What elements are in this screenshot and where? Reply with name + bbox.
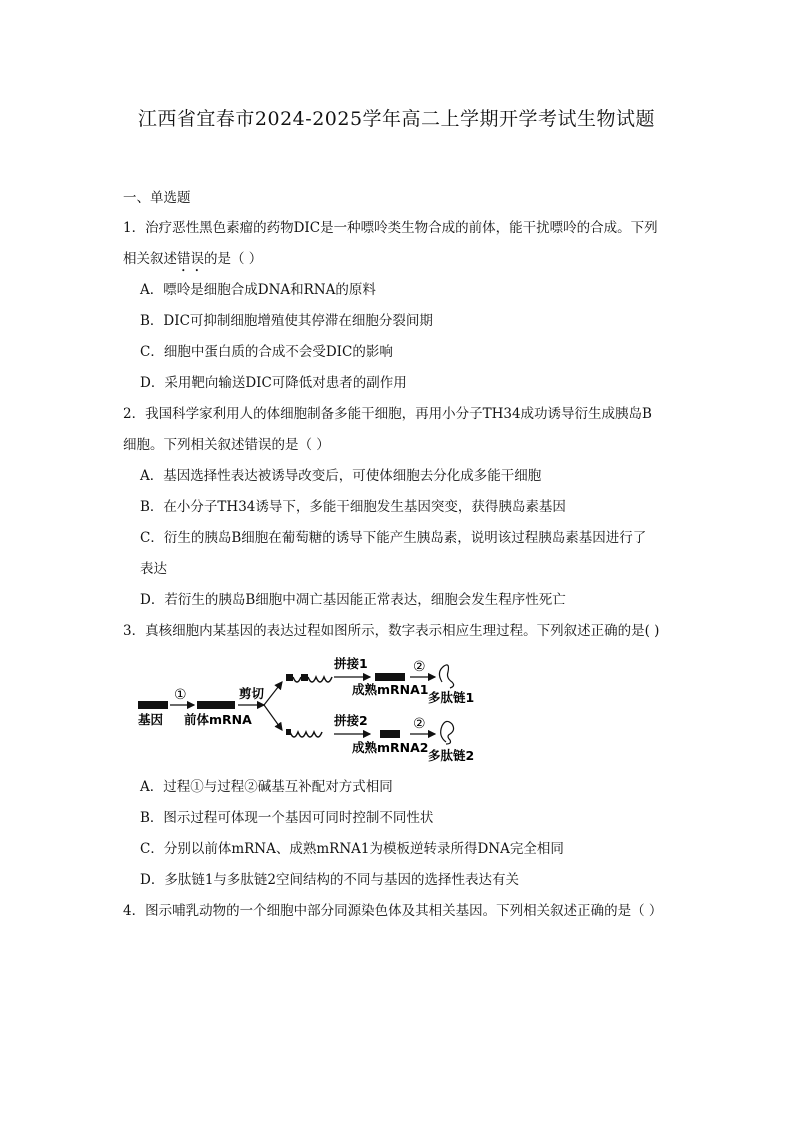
question-3-option-c: C．分别以前体mRNA、成熟mRNA1为模板逆转录所得DNA完全相同: [140, 841, 564, 857]
step-2a-label: ②: [413, 659, 426, 675]
branch-up: [264, 682, 282, 705]
question-2-stem-line2: 细胞。下列相关叙述错误的是（ ）: [123, 437, 330, 453]
pre-mrna-bar: [197, 701, 235, 709]
cut-label: 剪切: [239, 686, 265, 701]
gene-expression-diagram: [130, 652, 490, 764]
question-1-stem-line1: 1．治疗恶性黑色素瘤的药物DIC是一种嘌呤类生物合成的前体，能干扰嘌呤的合成。下列: [123, 220, 658, 236]
gene-bar: [138, 701, 168, 709]
question-2-option-c-line2: 表达: [140, 561, 167, 577]
polypeptide-1-label: 多肽链1: [428, 690, 475, 705]
question-1-option-d: D．采用靶向输送DIC可降低对患者的副作用: [140, 375, 407, 391]
mature-mrna-2-label: 成熟mRNA2: [352, 740, 429, 755]
section-heading: 一、单选题: [123, 190, 191, 206]
branch-down: [264, 705, 282, 730]
question-2-option-a: A．基因选择性表达被诱导改变后，可使体细胞去分化成多能干细胞: [140, 468, 542, 484]
mature-mrna-1-bar: [375, 673, 405, 681]
question-1-option-b: B．DIC可抑制细胞增殖使其停滞在细胞分裂间期: [140, 313, 433, 329]
question-2-option-d: D．若衍生的胰岛B细胞中凋亡基因能正常表达，细胞会发生程序性死亡: [140, 592, 566, 608]
splice-1-label: 拼接1: [334, 656, 368, 671]
gene-label: 基因: [138, 712, 164, 727]
upper-fragment: [286, 674, 332, 682]
question-3-option-a: A．过程①与过程②碱基互补配对方式相同: [140, 779, 393, 795]
polypeptide-1-shape: [439, 665, 453, 688]
question-1-stem-line2: [123, 244, 683, 275]
question-3-option-b: B．图示过程可体现一个基因可同时控制不同性状: [140, 810, 434, 826]
splice-2-label: 拼接2: [334, 713, 368, 728]
pre-mrna-label: 前体mRNA: [184, 712, 252, 727]
question-3-option-d: D．多肽链1与多肽链2空间结构的不同与基因的选择性表达有关: [140, 872, 520, 888]
polypeptide-2-shape: [441, 721, 454, 744]
question-2-option-b: B．在小分子TH34诱导下，多能干细胞发生基因突变，获得胰岛素基因: [140, 499, 566, 515]
step-1-label: ①: [174, 687, 187, 703]
lower-fragment: [286, 729, 322, 737]
polypeptide-2-label: 多肽链2: [428, 748, 475, 763]
question-2-stem-line1: 2．我国科学家利用人的体细胞制备多能干细胞，再用小分子TH34成功诱导衍生成胰岛B: [123, 406, 652, 422]
mature-mrna-2-bar: [380, 730, 400, 738]
question-4-stem: 4．图示哺乳动物的一个细胞中部分同源染色体及其相关基因。下列相关叙述正确的是（ ）: [123, 903, 663, 919]
question-1-option-c: C．细胞中蛋白质的合成不会受DIC的影响: [140, 344, 393, 360]
page-title: 江西省宜春市2024-2025学年高二上学期开学考试生物试题: [137, 108, 656, 130]
question-1-stem-end: 的是（ ）: [204, 251, 263, 267]
emphasized-word: 错误: [177, 251, 204, 267]
question-3-stem: 3．真核细胞内某基因的表达过程如图所示，数字表示相应生理过程。下列叙述正确的是( ): [123, 623, 660, 639]
question-1-stem-part: 相关叙述: [123, 251, 177, 267]
mature-mrna-1-label: 成熟mRNA1: [352, 682, 429, 697]
question-2-option-c-line1: C．衍生的胰岛B细胞在葡萄糖的诱导下能产生胰岛素，说明该过程胰岛素基因进行了: [140, 530, 647, 546]
question-1-option-a: A．嘌呤是细胞合成DNA和RNA的原料: [140, 282, 376, 298]
step-2b-label: ②: [413, 716, 426, 732]
